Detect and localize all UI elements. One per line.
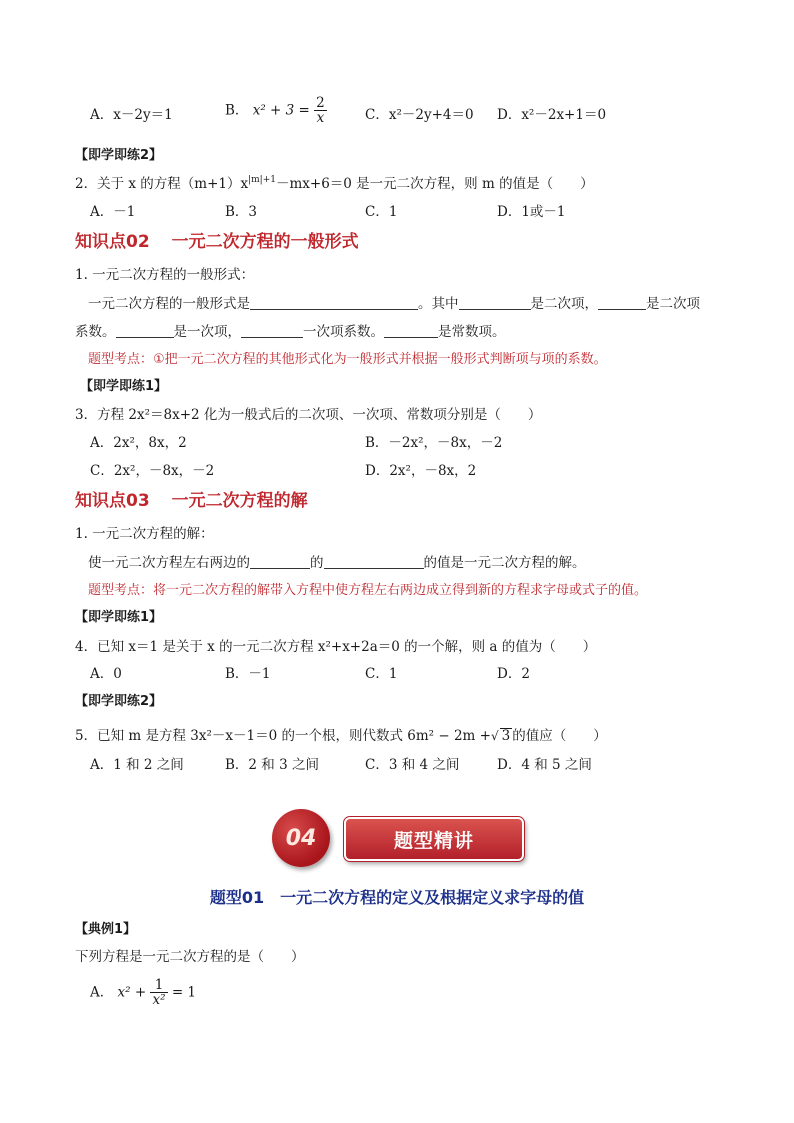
kp02-number: 知识点02 [75,232,150,252]
kp03-number: 知识点03 [75,491,150,511]
q2-option-d[interactable]: D．1或－1 [497,204,566,220]
kp03-fill-line-1 [88,553,586,573]
practice-tag: 【即学即练1】 [80,379,168,394]
blank-general-form[interactable] [250,295,418,310]
q1-option-a[interactable]: A．x－2y＝1 [90,107,173,123]
example-a-fraction [150,978,167,1007]
q5-option-d[interactable]: D．4 和 5 之间 [497,757,592,773]
kp02-title: 一元二次方程的一般形式 [171,232,359,252]
blank-quadratic-coefficient[interactable] [598,295,646,310]
kp02-fill-line-2 [75,322,506,342]
blank-unknown-value[interactable] [324,554,424,569]
kp02-fill-line-1 [88,294,700,314]
blank-constant-term[interactable] [384,323,438,338]
section-title-pill: 题型精讲 [344,817,524,861]
kp02-line2-text-d: 是常数项。 [438,324,506,340]
q2-option-b[interactable]: B．3 [225,204,258,220]
practice-tag: 【即学即练2】 [75,148,163,163]
q1-option-b-label: B． [225,102,249,119]
q4-option-c[interactable]: C．1 [365,666,398,682]
kp03-title: 一元二次方程的解 [171,491,308,511]
q1-option-b-lhs: x² + 3 = [252,102,310,119]
q3-option-a[interactable]: A．2x²，8x，2 [90,435,187,451]
section-banner [272,808,524,870]
fraction-numerator: 2 [316,95,325,111]
practice-tag: 【即学即练2】 [75,694,163,709]
kp02-line1-text-a: 一元二次方程的一般形式是 [88,296,250,312]
knowledge-point-03-heading [75,491,308,511]
q2-exponent: |m|+1 [248,175,276,185]
question-4-stem: 4．已知 x＝1 是关于 x 的一元二次方程 x²+x+2a＝0 的一个解，则 a 的值为（ ） [75,639,597,655]
type-01-heading: 题型01 一元二次方程的定义及根据定义求字母的值 [209,888,585,907]
q5-option-b[interactable]: B．2 和 3 之间 [225,757,319,773]
kp02-exam-note: 题型考点：①把一元二次方程的其他形式化为一般形式并根据一般形式判断项与项的系数。 [88,352,607,367]
question-3-stem: 3．方程 2x²＝8x+2 化为一般式后的二次项、一次项、常数项分别是（ ） [75,407,542,423]
fraction-denominator: x [316,110,325,126]
q5-stem-pre: 5．已知 m 是方程 3x²－x－1＝0 的一个根，则代数式 6m² − 2m + [75,728,491,744]
kp02-line2-text-a: 系数。 [75,324,116,340]
knowledge-point-02-heading [75,232,359,252]
q1-option-c[interactable]: C．x²－2y+4＝0 [365,107,474,123]
kp03-subheading: 1. 一元二次方程的解： [75,526,214,542]
q4-option-a[interactable]: A．0 [90,666,122,682]
q5-sqrt: 3 [501,728,511,744]
q3-option-d[interactable]: D．2x²，－8x，2 [365,463,477,479]
kp02-line1-text-b: 。其中 [418,296,459,312]
blank-quadratic-term[interactable] [459,295,531,310]
q2-option-c[interactable]: C．1 [365,204,398,220]
q1-option-b-fraction [314,96,327,125]
kp02-line1-text-c: 是二次项， [530,296,598,312]
blank-linear-coefficient[interactable] [241,323,303,338]
blank-linear-term[interactable] [116,323,174,338]
kp02-line2-text-b: 是一次项， [173,324,241,340]
section-number-badge: 04 [272,809,330,867]
kp03-line1-text-b: 的 [310,555,324,571]
q5-stem-post: 的值应（ ） [512,728,607,744]
kp02-line1-text-d: 是二次项 [646,296,700,312]
example-1-stem: 下列方程是一元二次方程的是（ ） [75,949,305,965]
q1-option-b[interactable] [225,96,327,125]
practice-tag: 【即学即练1】 [75,610,163,625]
fraction-numerator: 1 [150,978,167,993]
kp02-subheading: 1. 一元二次方程的一般形式： [75,267,255,283]
kp03-line1-text-c: 的值是一元二次方程的解。 [423,555,586,571]
q4-option-b[interactable]: B．－1 [225,666,271,682]
question-2-stem [75,174,594,194]
example-a-lhs: x² + [117,984,147,1001]
example-a-label: A． [90,984,114,1001]
q3-option-b[interactable]: B．－2x²，－8x，－2 [365,435,503,451]
example-a-rhs: = 1 [171,984,197,1001]
q3-option-c[interactable]: C．2x²，－8x，－2 [90,463,215,479]
q2-option-a[interactable]: A．－1 [90,204,136,220]
q2-stem-post: －mx+6＝0 是一元二次方程，则 m 的值是（ ） [275,176,594,192]
q5-option-a[interactable]: A．1 和 2 之间 [90,757,184,773]
q2-stem-pre: 2．关于 x 的方程（m+1）x [75,176,249,192]
kp03-exam-note: 题型考点：将一元二次方程的解带入方程中使方程左右两边成立得到新的方程求字母或式子的值。 [88,583,648,598]
example-tag: 【典例1】 [75,922,137,937]
question-5-stem: 5．已知 m 是方程 3x²－x－1＝0 的一个根，则代数式 6m² − 2m +√ 3 的值应（ ） [75,728,607,744]
example-1-option-a[interactable] [90,978,196,1007]
q1-option-d[interactable]: D．x²－2x+1＝0 [497,107,607,123]
q5-option-c[interactable]: C．3 和 4 之间 [365,757,460,773]
q4-option-d[interactable]: D．2 [497,666,530,682]
blank-both-sides[interactable] [250,554,310,569]
fraction-denominator: x² [152,992,166,1008]
kp03-line1-text-a: 使一元二次方程左右两边的 [88,555,250,571]
kp02-line2-text-c: 一次项系数。 [303,324,384,340]
